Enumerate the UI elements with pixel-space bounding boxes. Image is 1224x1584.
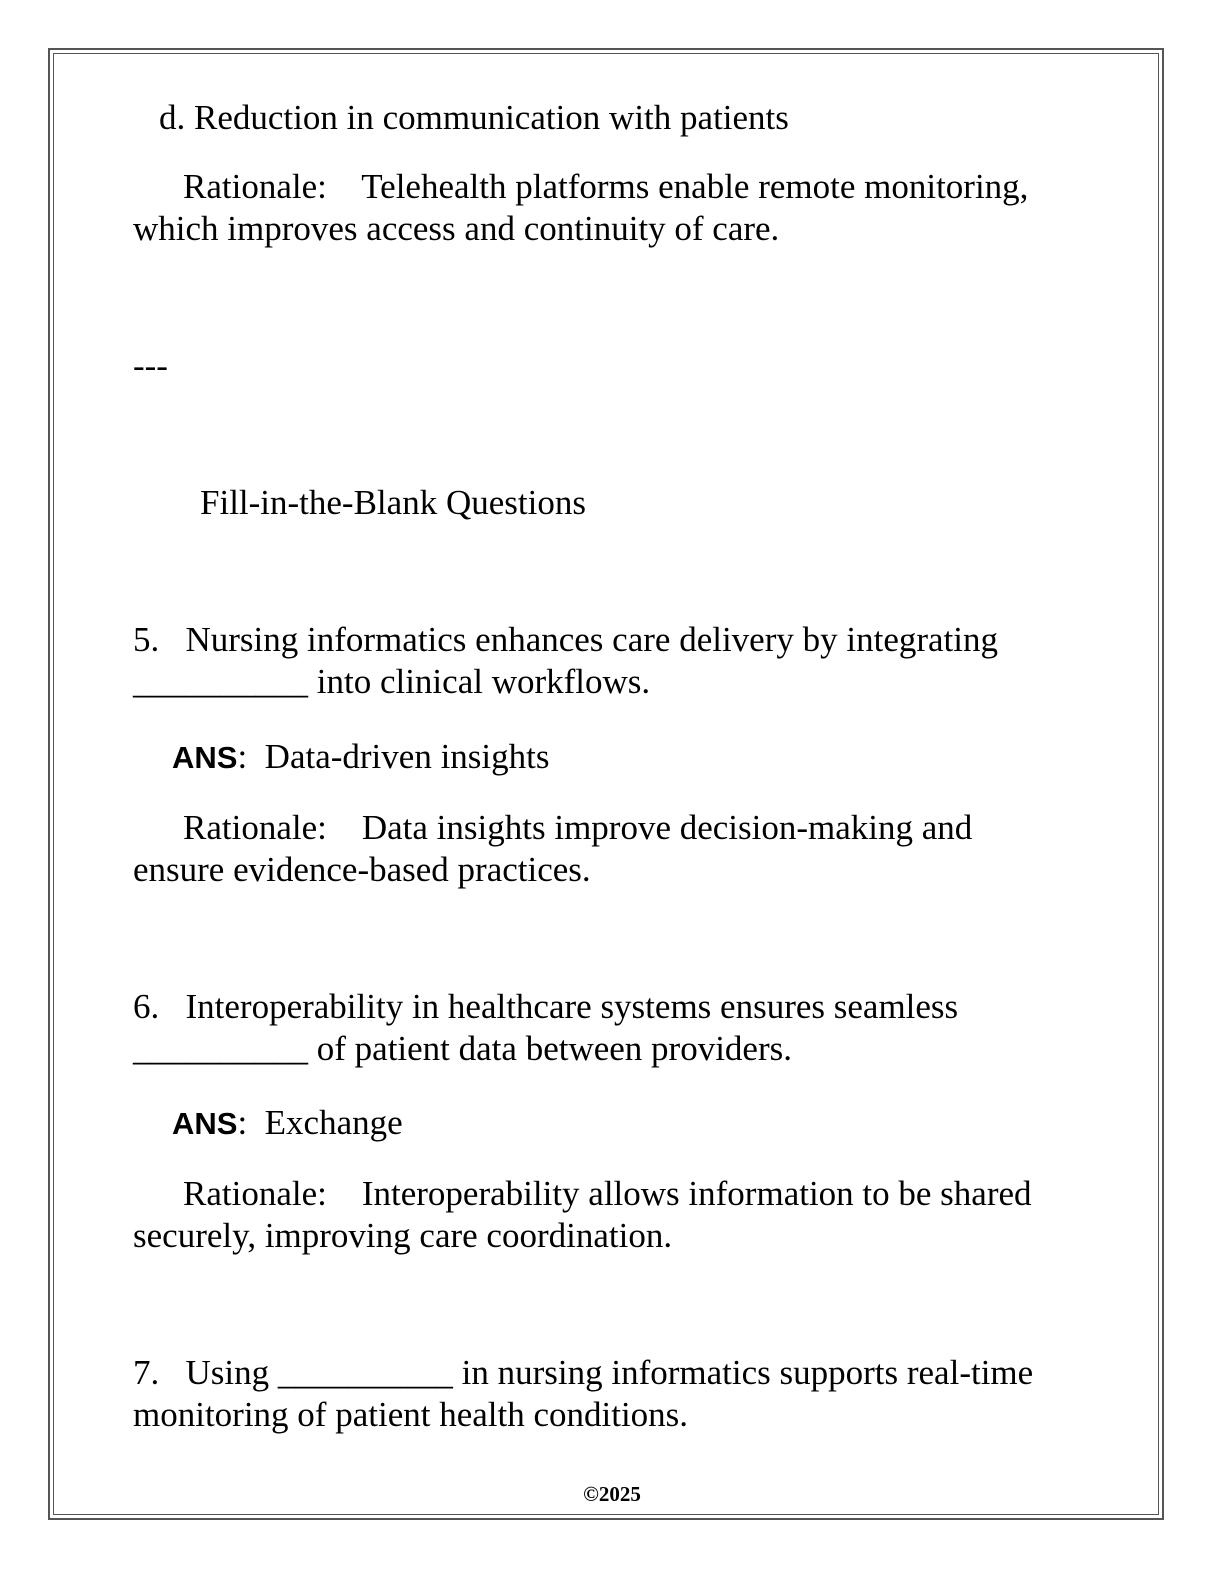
page-border-inner	[53, 53, 1159, 1515]
question-text: Using	[185, 1353, 278, 1392]
rationale-text: Telehealth platforms enable remote monitoring,	[361, 167, 1029, 206]
question-text: into clinical workflows.	[308, 662, 651, 701]
separator: ---	[133, 346, 168, 385]
blank-line: __________	[277, 1353, 453, 1392]
answer-value: : Exchange	[237, 1103, 403, 1142]
question-5-continued	[133, 661, 650, 703]
blank-line: __________	[133, 1029, 308, 1068]
question-text: Interoperability in healthcare systems ensures seamless	[185, 987, 959, 1026]
rationale-5-continued: ensure evidence-based practices.	[133, 850, 591, 889]
question-6	[133, 986, 958, 1028]
rationale-label: Rationale:	[183, 808, 327, 847]
rationale-text: Data insights improve decision-making and	[361, 808, 973, 847]
question-text: Nursing informatics enhances care delivery by integrating	[185, 620, 998, 659]
rationale-label: Rationale:	[183, 1174, 327, 1213]
answer-value: : Data-driven insights	[237, 737, 550, 776]
question-5	[133, 619, 998, 661]
copyright-footer: ©2025	[583, 1482, 641, 1506]
rationale-text: Interoperability allows information to be shared	[361, 1174, 1032, 1213]
question-7	[133, 1352, 1033, 1394]
question-7-continued: monitoring of patient health conditions.	[133, 1395, 689, 1434]
rationale-line	[183, 166, 1028, 208]
rationale-6	[183, 1173, 1032, 1215]
question-text: of patient data between providers.	[308, 1029, 792, 1068]
answer-label: ANS	[172, 1106, 238, 1141]
question-6-continued	[133, 1028, 792, 1070]
question-text: in nursing informatics supports real-time	[452, 1353, 1034, 1392]
rationale-text-continued: which improves access and continuity of care.	[133, 209, 780, 248]
question-number: 7.	[133, 1353, 160, 1392]
answer-label: ANS	[172, 740, 238, 775]
rationale-6-continued: securely, improving care coordination.	[133, 1216, 673, 1255]
question-number: 5.	[133, 620, 160, 659]
rationale-5	[183, 807, 972, 849]
blank-line: __________	[133, 662, 308, 701]
section-heading: Fill-in-the-Blank Questions	[200, 483, 586, 522]
answer-6	[172, 1102, 403, 1145]
rationale-label: Rationale:	[183, 167, 327, 206]
answer-option-d: d. Reduction in communication with patients	[159, 98, 789, 137]
answer-5	[172, 736, 549, 779]
question-number: 6.	[133, 987, 160, 1026]
